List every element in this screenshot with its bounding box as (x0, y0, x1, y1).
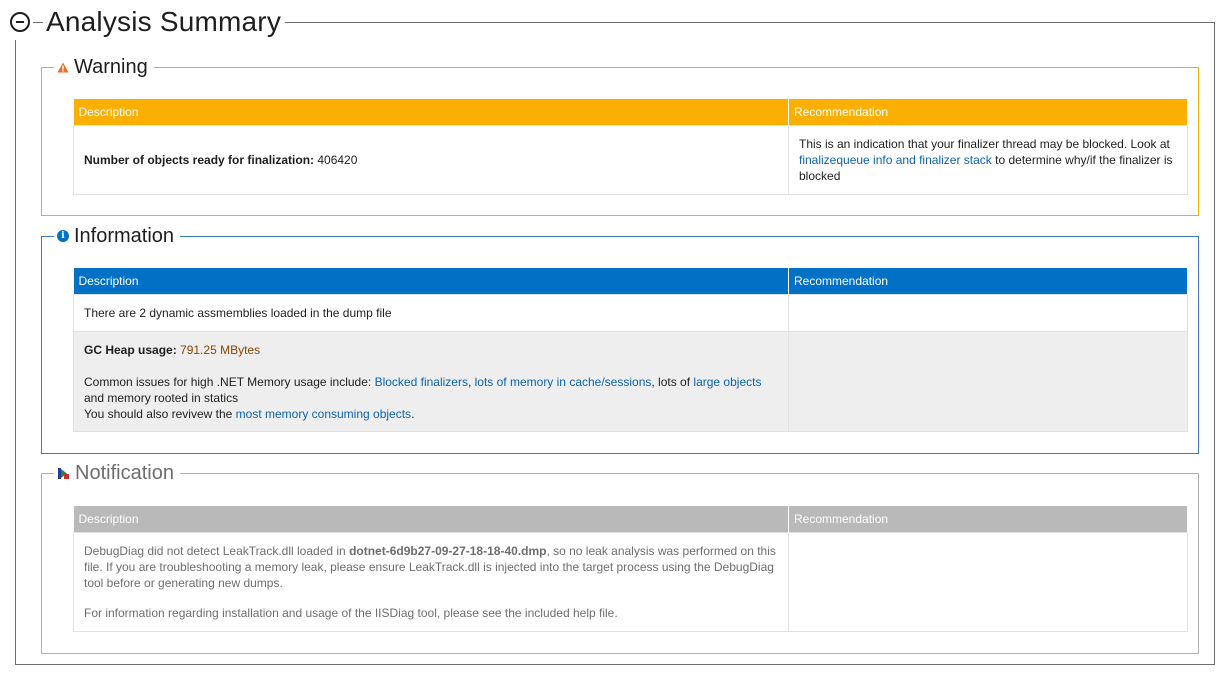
blocked-finalizers-link[interactable]: Blocked finalizers (374, 374, 468, 389)
notification-section (41, 461, 1199, 654)
column-header-description: Description (74, 99, 789, 126)
column-header-description: Description (74, 506, 789, 533)
leak-notice-text-end: , so no leak analysis was performed on this file. If you are troubleshooting a memory leak, please ensure LeakTrack.dll is injected into the target process using the DebugDiag tool before or generating new dumps. (84, 544, 776, 590)
recommendation-cell (789, 533, 1188, 632)
recommendation-cell (789, 126, 1188, 195)
analysis-summary-header (10, 4, 285, 40)
notification-header (54, 461, 180, 485)
information-title: Information (74, 224, 175, 247)
information-table (73, 268, 1188, 432)
description-cell (74, 126, 789, 195)
recommendation-cell (789, 295, 1188, 332)
notification-table (73, 506, 1188, 632)
help-notice-text: For information regarding installation and usage of the IISDiag tool, please see the included help file. (84, 606, 618, 620)
collapse-icon[interactable] (10, 12, 30, 32)
review-text-end: . (411, 406, 415, 421)
description-cell (74, 533, 789, 632)
column-header-description: Description (74, 268, 789, 295)
cache-sessions-link[interactable]: lots of memory in cache/sessions (474, 374, 652, 389)
warning-header (54, 55, 154, 79)
table-row (74, 295, 1188, 332)
recommendation-cell (789, 332, 1188, 432)
information-section (41, 224, 1199, 454)
table-row (74, 332, 1188, 432)
recommendation-text-end: to determine why/if the finalizer is blocked (799, 153, 1173, 183)
notification-title: Notification (75, 461, 174, 484)
warning-section (41, 55, 1199, 216)
page-title: Analysis Summary (46, 6, 282, 37)
large-objects-link[interactable]: large objects (693, 374, 762, 389)
table-row (74, 533, 1188, 632)
separator-text: , lots of (651, 374, 694, 389)
info-icon: i (57, 230, 69, 242)
table-row (74, 126, 1188, 195)
review-text: You should also revivew the (84, 406, 236, 421)
finalization-label: Number of objects ready for finalization: (84, 153, 315, 167)
recommendation-text: This is an indication that your finalizer thread may be blocked. Look at (799, 137, 1170, 151)
column-header-recommendation: Recommendation (789, 506, 1188, 533)
warning-icon (57, 62, 69, 73)
separator-text: , (467, 374, 475, 389)
warning-title: Warning (74, 55, 148, 78)
description-cell (74, 332, 789, 432)
column-header-recommendation: Recommendation (789, 99, 1188, 126)
column-header-recommendation: Recommendation (789, 268, 1188, 295)
leak-notice-text: DebugDiag did not detect LeakTrack.dll loaded in (84, 544, 350, 558)
description-cell: There are 2 dynamic assmemblies loaded in the dump file (74, 295, 789, 332)
notification-icon (57, 467, 70, 480)
warning-table (73, 99, 1188, 195)
finalization-count: 406420 (314, 153, 358, 167)
gc-heap-value: 791.25 MBytes (176, 342, 261, 357)
information-header (54, 224, 180, 248)
finalizequeue-link[interactable]: finalizequeue info and finalizer stack (799, 153, 992, 167)
dump-file-name: dotnet-6d9b27-09-27-18-18-40.dmp (349, 544, 547, 558)
gc-heap-label: GC Heap usage: (84, 342, 177, 357)
table-header-row (74, 268, 1188, 295)
memory-consuming-objects-link[interactable]: most memory consuming objects (235, 406, 412, 421)
issues-text-end: and memory rooted in statics (84, 390, 239, 405)
legend-divider (33, 22, 43, 23)
issues-text: Common issues for high .NET Memory usage include: (84, 374, 375, 389)
table-header-row (74, 506, 1188, 533)
table-header-row (74, 99, 1188, 126)
